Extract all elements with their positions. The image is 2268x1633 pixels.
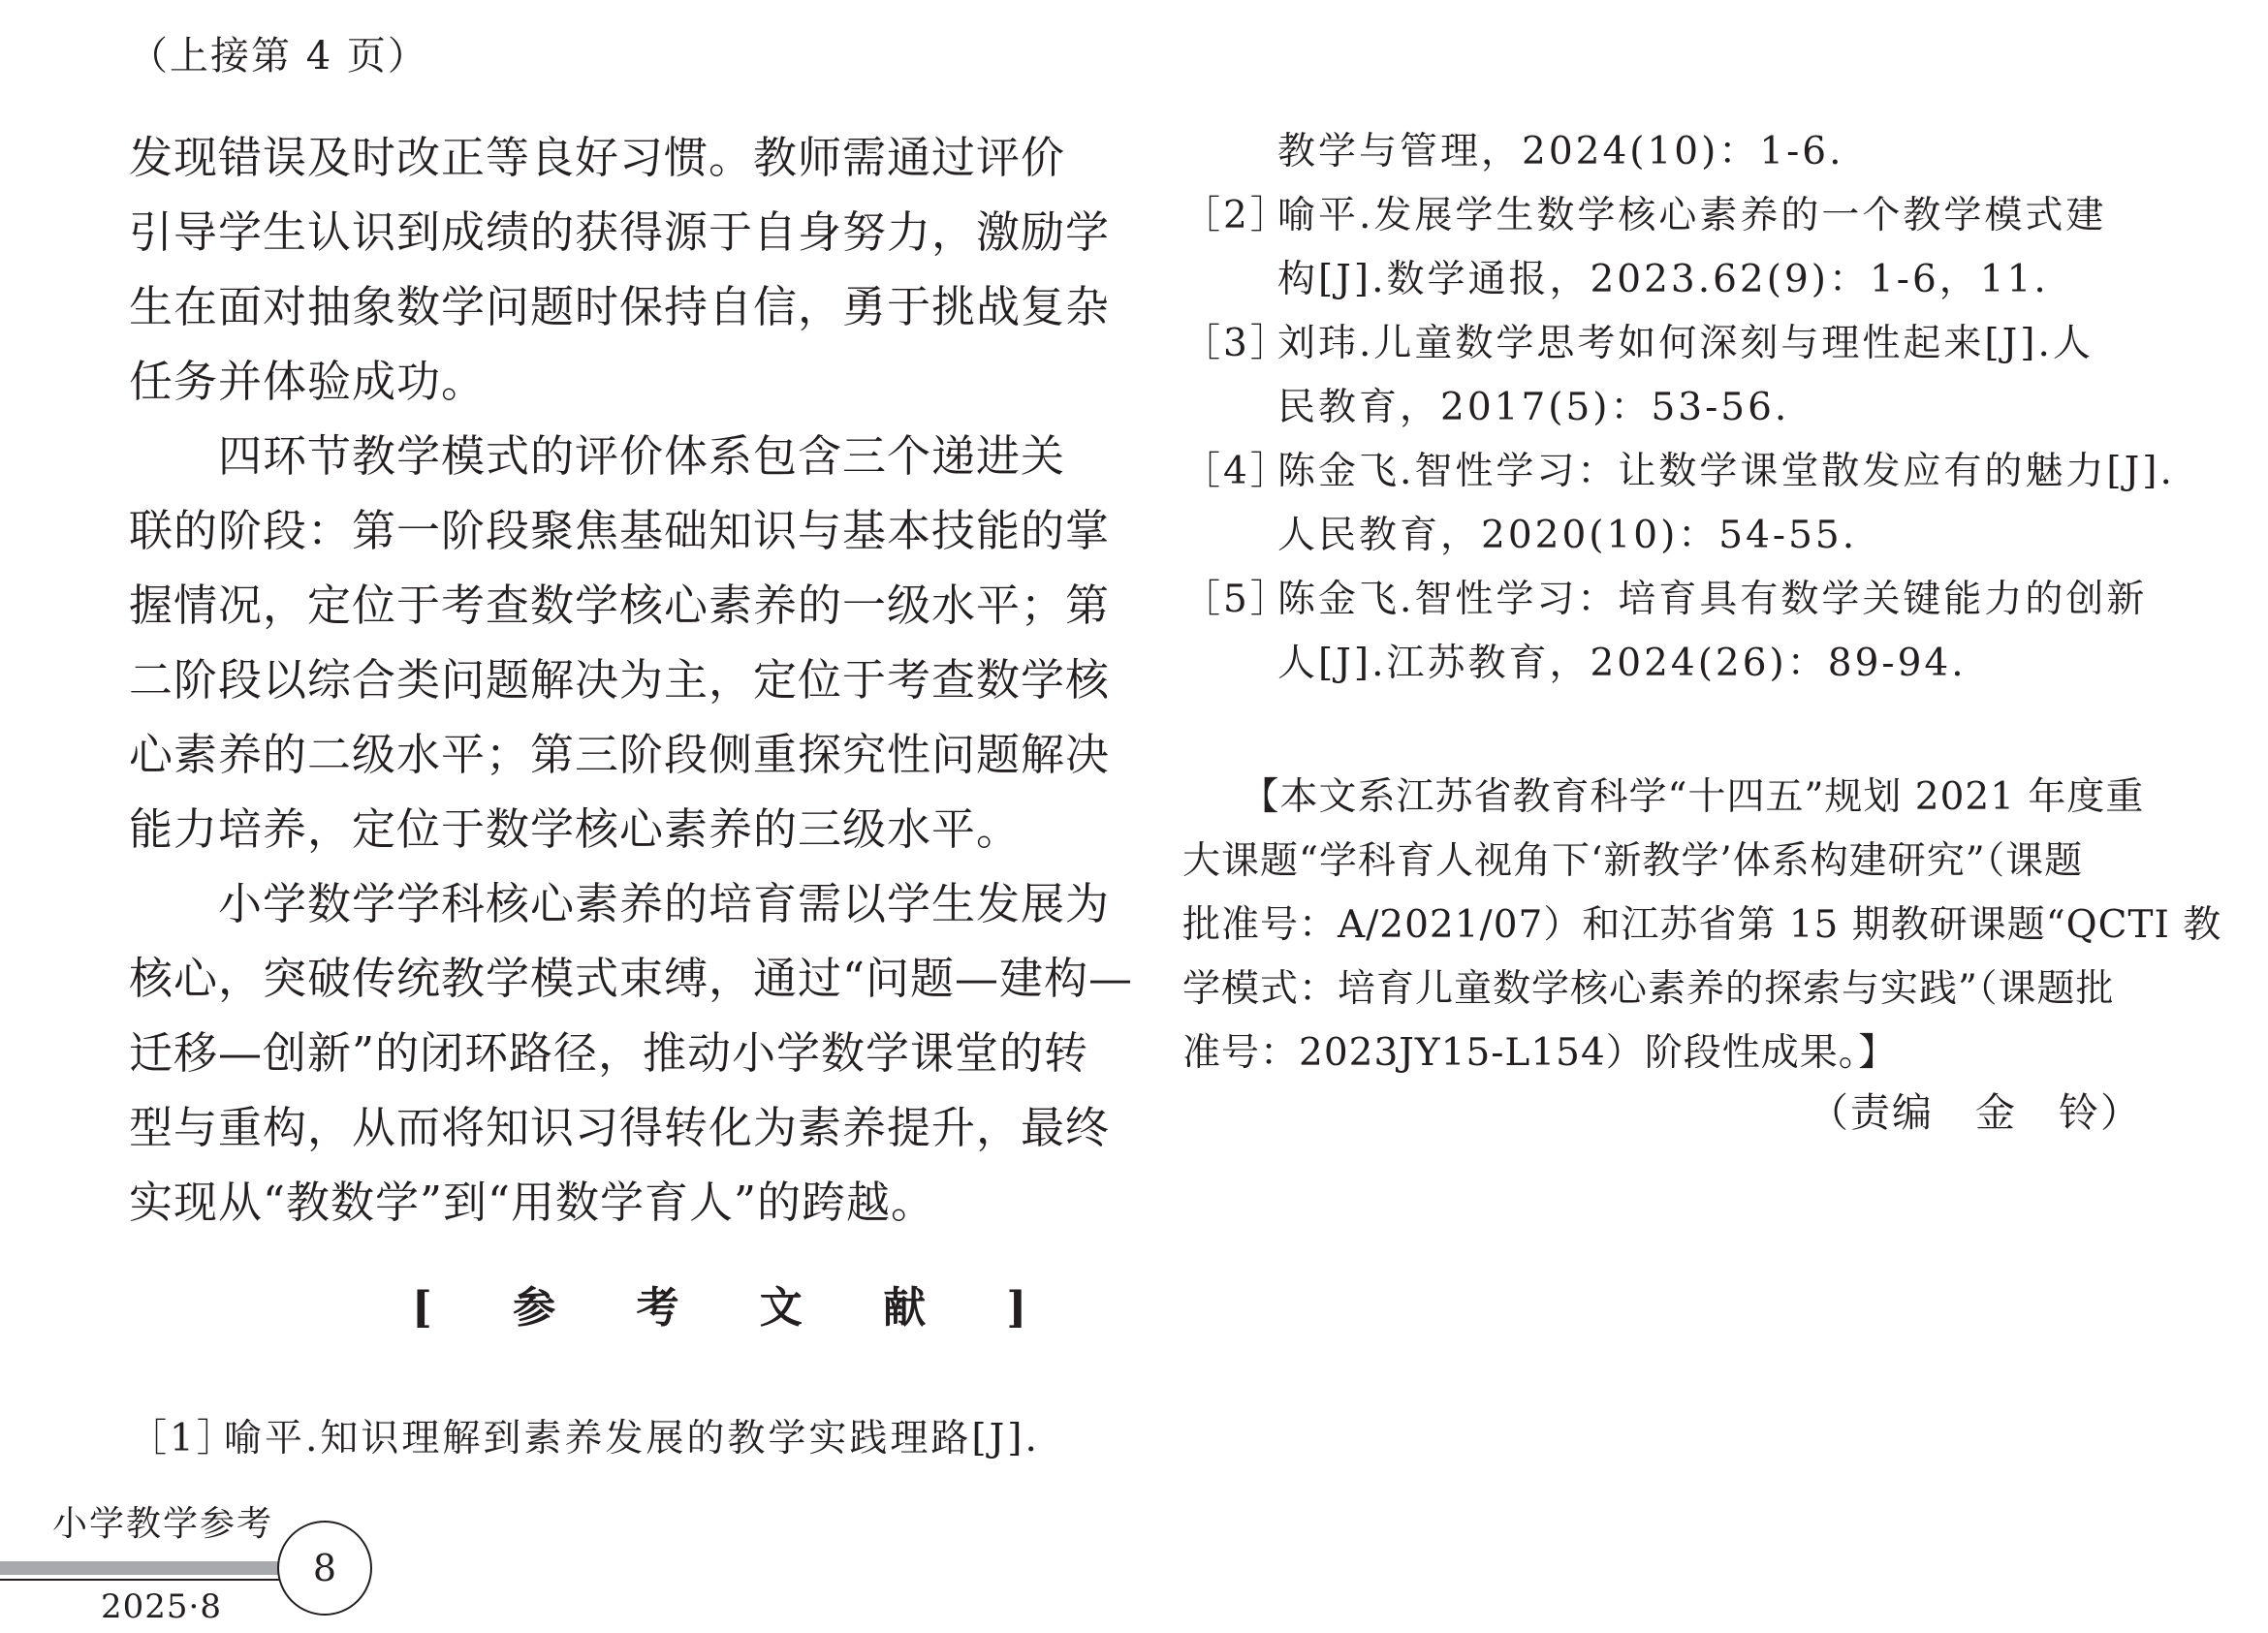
page-number: 8: [312, 1547, 337, 1589]
journal-name: 小学教学参考: [52, 1504, 274, 1544]
note-line: 准号：2023JY15-L154）阶段性成果。】: [1182, 1031, 1898, 1075]
reference-line: 喻平.知识理解到素养发展的教学实践理路[J].: [224, 1417, 1040, 1460]
note-line: 大课题“学科育人视角下‘新教学’体系构建研究”（课题: [1182, 839, 2084, 883]
body-line: 实现从“教数学”到“用数学育人”的跨越。: [129, 1177, 936, 1228]
continued-from-note: （上接第 4 页）: [129, 34, 428, 79]
body-line: 小学数学学科核心素养的培育需以学生发展为: [129, 878, 1111, 929]
body-line: 核心，突破传统教学模式束缚，通过“问题—建构—: [129, 953, 1134, 1004]
reference-line: 人[J].江苏教育，2024(26)：89-94.: [1277, 642, 1967, 685]
reference-line: 陈金飞.智性学习：让数学课堂散发应有的魅力[J].: [1277, 450, 2175, 493]
reference-number: ［1］: [129, 1417, 237, 1460]
reference-item: [1182, 184, 2152, 312]
reference-item: [1182, 440, 2175, 568]
reference-item: [1182, 568, 2152, 696]
references-heading: [ 参 考 文 献 ]: [412, 1283, 1060, 1333]
body-line: 迁移—创新”的闭环路径，推动小学数学课堂的转: [129, 1027, 1089, 1079]
issue-number: 2025·8: [101, 1587, 222, 1626]
reference-line: 教学与管理，2024(10)：1-6.: [1277, 130, 1844, 173]
body-line: 握情况，定位于考查数学核心素养的一级水平；第: [129, 580, 1111, 631]
page-footer: [0, 1497, 388, 1633]
note-line: 批准号：A/2021/07）和江苏省第 15 期教研课题“QCTI 教: [1182, 903, 2222, 947]
reference-number: ［2］: [1182, 194, 1291, 237]
body-line: 二阶段以综合类问题解决为主，定位于考查数学核: [129, 654, 1111, 706]
page-number-circle: [277, 1521, 372, 1616]
reference-1-start: [129, 1407, 1098, 1471]
reference-number: ［5］: [1182, 578, 1291, 621]
left-column-body: [129, 120, 1134, 1240]
body-line: 心素养的二级水平；第三阶段侧重探究性问题解决: [129, 729, 1111, 780]
funding-note: [1182, 766, 2222, 1085]
body-line: 型与重构，从而将知识习得转化为素养提升，最终: [129, 1102, 1111, 1153]
note-line: 【本文系江苏省教育科学“十四五”规划 2021 年度重: [1182, 775, 2145, 819]
body-line: 发现错误及时改正等良好习惯。教师需通过评价: [129, 132, 1066, 183]
reference-number: ［4］: [1182, 450, 1291, 493]
reference-line: 喻平.发展学生数学核心素养的一个教学模式建: [1277, 194, 2107, 237]
footer-gray-bar: [0, 1561, 281, 1575]
body-line: 任务并体验成功。: [129, 356, 487, 407]
reference-line: 构[J].数学通报，2023.62(9)：1-6，11.: [1277, 258, 2049, 301]
body-line: 引导学生认识到成绩的获得源于自身努力，激励学: [129, 206, 1111, 258]
note-line: 学模式：培育儿童数学核心素养的探索与实践”（课题批: [1182, 967, 2115, 1011]
reference-line: 陈金飞.智性学习：培育具有数学关键能力的创新: [1277, 578, 2148, 621]
right-column-references: [1182, 120, 2175, 696]
reference-line: 刘玮.儿童数学思考如何深刻与理性起来[J].人: [1277, 322, 2094, 365]
body-line: 生在面对抽象数学问题时保持自信，勇于挑战复杂: [129, 281, 1111, 332]
responsible-editor: （责编 金 铃）: [1809, 1089, 2142, 1136]
body-line: 四环节教学模式的评价体系包含三个递进关: [129, 430, 1066, 482]
footer-rule: [0, 1579, 281, 1581]
reference-number: ［3］: [1182, 322, 1291, 365]
body-line: 联的阶段：第一阶段聚焦基础知识与基本技能的掌: [129, 505, 1111, 556]
reference-item: [1182, 312, 2152, 440]
reference-line: 民教育，2017(5)：53-56.: [1277, 386, 1790, 429]
reference-line: 人民教育，2020(10)：54-55.: [1277, 514, 1858, 557]
body-line: 能力培养，定位于数学核心素养的三级水平。: [129, 803, 1022, 855]
